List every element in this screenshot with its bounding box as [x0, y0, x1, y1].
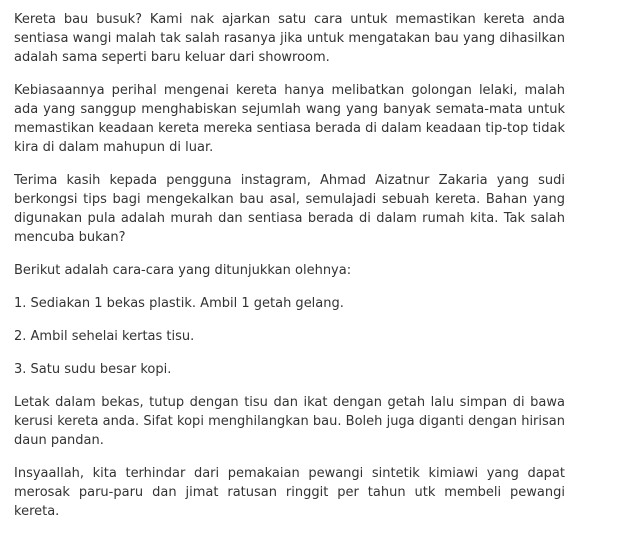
paragraph-intro: Kereta bau busuk? Kami nak ajarkan satu cara untuk memastikan kereta anda sentiasa wangi malah tak salah rasanya jika untuk mengatakan bau yang dihasilkan adalah sama seperti baru keluar dari showroom. — [14, 12, 565, 65]
step-item-1: 1. Sediakan 1 bekas plastik. Ambil 1 getah gelang. — [14, 296, 344, 311]
paragraph-habits: Kebiasaannya perihal mengenai kereta hanya melibatkan golongan lelaki, malah ada yang sanggup menghabiskan sejumlah wang yang banyak semata-mata untuk memastikan keadaan kereta mereka sentiasa berada di dalam keadaan tip-top tidak kira di dalam mahupun di luar. — [14, 83, 565, 155]
paragraph-conclusion: Insyaallah, kita terhindar dari pemakaian pewangi sintetik kimiawi yang dapat merosak paru-paru dan jimat ratusan ringgit per tahun utk membeli pewangi kereta. — [14, 466, 565, 519]
paragraph-credit: Terima kasih kepada pengguna instagram, Ahmad Aizatnur Zakaria yang sudi berkongsi tips bagi mengekalkan bau asal, semulajadi sebuah kereta. Bahan yang digunakan pula adalah murah dan sentiasa berada di dalam rumah kita. Tak salah mencuba bukan? — [14, 173, 565, 245]
step-item-3: 3. Satu sudu besar kopi. — [14, 362, 172, 377]
paragraph-instructions: Letak dalam bekas, tutup dengan tisu dan ikat dengan getah lalu simpan di bawa kerusi kereta anda. Sifat kopi menghilangkan bau. Boleh juga diganti dengan hirisan daun pandan. — [14, 395, 565, 448]
paragraph-steps-intro: Berikut adalah cara-cara yang ditunjukkan olehnya: — [14, 263, 352, 278]
step-item-2: 2. Ambil sehelai kertas tisu. — [14, 329, 195, 344]
article-body — [14, 10, 565, 535]
